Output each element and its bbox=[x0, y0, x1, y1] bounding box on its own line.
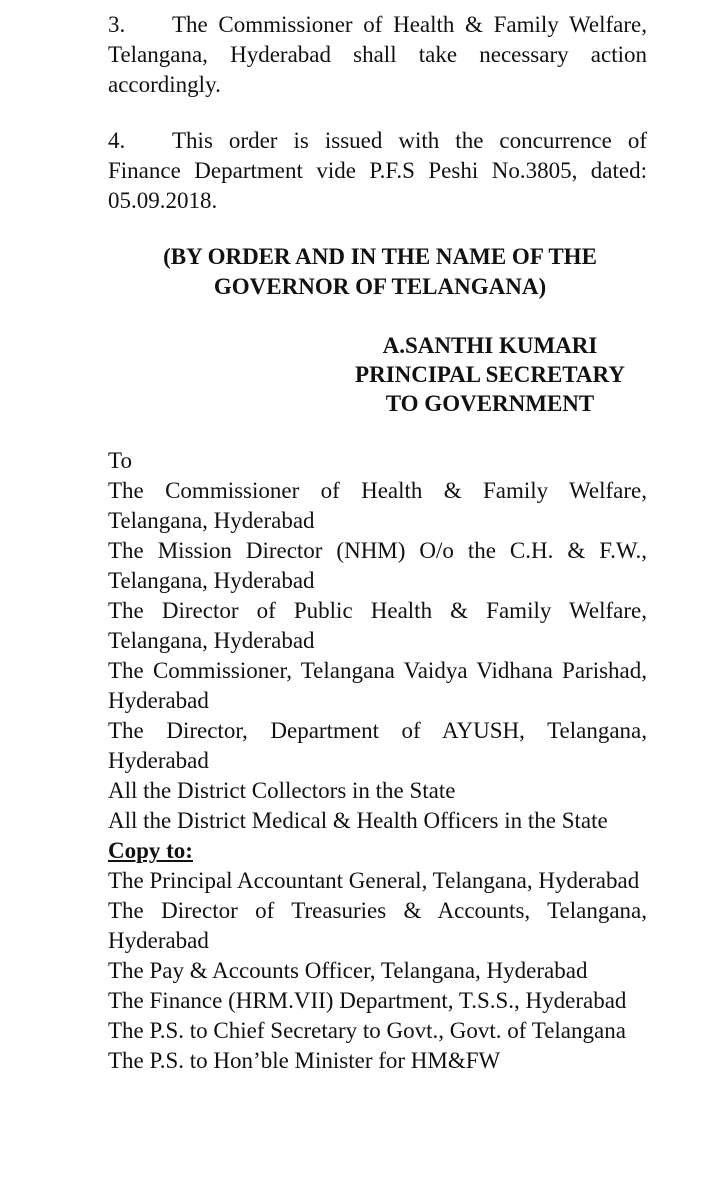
to-list-item: The Commissioner of Health & Family Welfare, Telangana, Hyderabad bbox=[108, 478, 647, 533]
signature-block bbox=[330, 331, 650, 418]
copy-list-item: The Director of Treasuries & Accounts, Telangana, Hyderabad bbox=[108, 898, 647, 953]
signatory-name: A.SANTHI KUMARI bbox=[382, 333, 598, 358]
to-list-item: The Director of Public Health & Family Welfare, Telangana, Hyderabad bbox=[108, 598, 647, 653]
to-list-item: The Mission Director (NHM) O/o the C.H. & F.W., Telangana, Hyderabad bbox=[108, 538, 647, 593]
copy-list-item: The Pay & Accounts Officer, Telangana, Hyderabad bbox=[108, 958, 588, 983]
paragraph-number: 3. bbox=[108, 12, 126, 37]
copy-list-item: The P.S. to Hon’ble Minister for HM&FW bbox=[108, 1048, 501, 1073]
paragraph-text: This order is issued with the concurrence of Finance Department vide P.F.S Peshi No.3805, dated: 05.09.2018. bbox=[108, 128, 647, 213]
to-list-item: The Commissioner, Telangana Vaidya Vidhana Parishad, Hyderabad bbox=[108, 658, 647, 713]
order-line bbox=[90, 242, 670, 302]
to-list-item: The Director, Department of AYUSH, Telangana, Hyderabad bbox=[108, 718, 647, 773]
to-list-item: All the District Collectors in the State bbox=[108, 778, 456, 803]
copy-list-item: The Finance (HRM.VII) Department, T.S.S., Hyderabad bbox=[108, 988, 627, 1013]
to-heading: To bbox=[108, 448, 132, 473]
paragraph-4 bbox=[108, 126, 647, 216]
order-line-1: (BY ORDER AND IN THE NAME OF THE bbox=[163, 244, 597, 269]
signatory-title-2: TO GOVERNMENT bbox=[385, 391, 595, 416]
paragraph-text: The Commissioner of Health & Family Welfare, Telangana, Hyderabad shall take necessary action accordingly. bbox=[108, 12, 647, 97]
copy-list-item: The Principal Accountant General, Telangana, Hyderabad bbox=[108, 868, 640, 893]
order-line-2: GOVERNOR OF TELANGANA) bbox=[213, 274, 547, 299]
paragraph-3 bbox=[108, 10, 647, 100]
copy-list-item: The P.S. to Chief Secretary to Govt., Govt. of Telangana bbox=[108, 1018, 626, 1043]
signatory-title-1: PRINCIPAL SECRETARY bbox=[355, 362, 625, 387]
copy-to-heading: Copy to: bbox=[108, 838, 193, 863]
paragraph-number: 4. bbox=[108, 128, 126, 153]
to-list-item: All the District Medical & Health Officers in the State bbox=[108, 808, 608, 833]
distribution-list bbox=[108, 446, 647, 1076]
